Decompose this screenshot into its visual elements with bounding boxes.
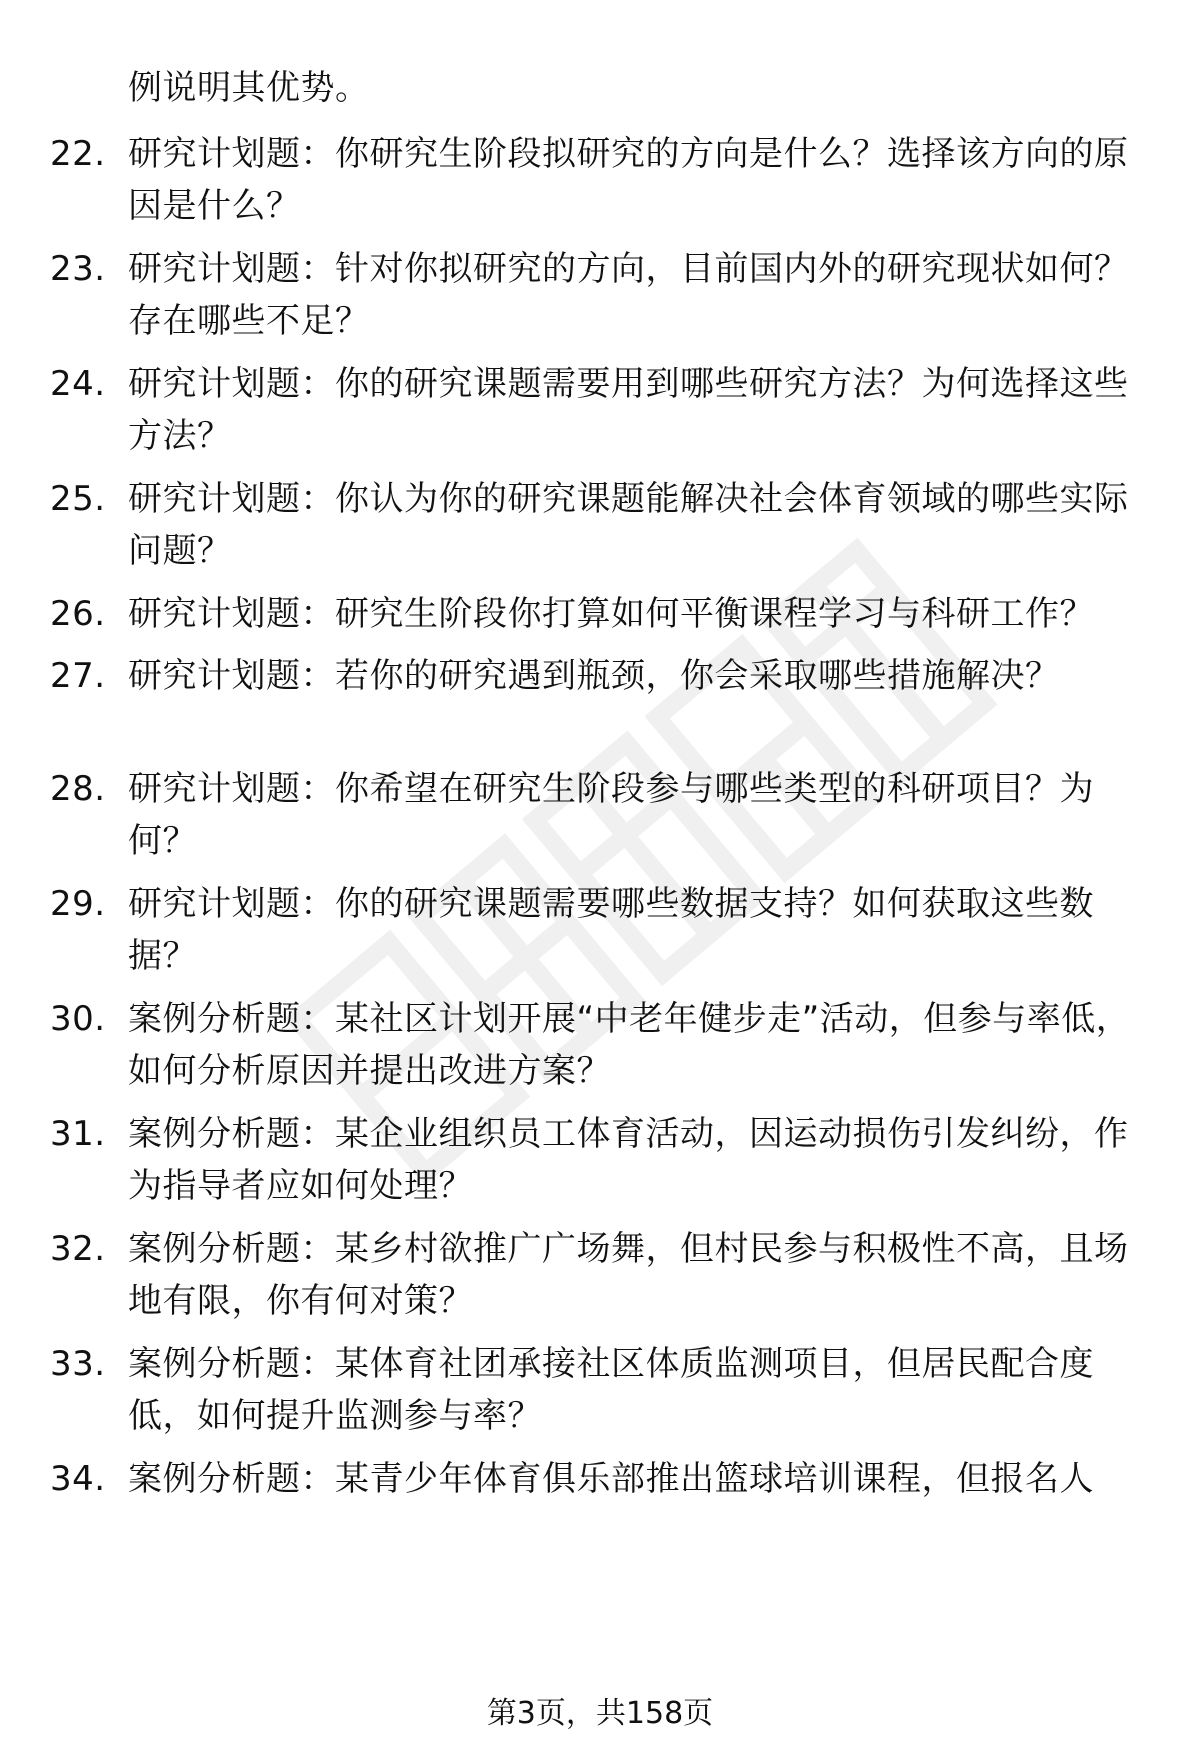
item-text: 案例分析题：某乡村欲推广广场舞，但村民参与积极性不高，且场地有限，你有何对策？ (128, 1229, 1129, 1321)
item-number: 33. (50, 1344, 106, 1384)
item-text: 研究计划题：若你的研究遇到瓶颈，你会采取哪些措施解决？ (128, 656, 1060, 696)
item-text: 案例分析题：某企业组织员工体育活动，因运动损伤引发纠纷，作为指导者应如何处理？ (128, 1114, 1129, 1206)
item-number: 25. (50, 479, 106, 519)
item-number: 30. (50, 999, 106, 1039)
item-text: 研究计划题：你研究生阶段拟研究的方向是什么？选择该方向的原因是什么？ (128, 134, 1129, 226)
continuation-text: 例说明其优势。 (128, 68, 370, 108)
item-text: 研究计划题：你希望在研究生阶段参与哪些类型的科研项目？为何？ (128, 769, 1094, 861)
item-text: 研究计划题：你的研究课题需要用到哪些研究方法？为何选择这些方法？ (128, 364, 1129, 456)
item-number: 34. (50, 1459, 106, 1499)
item-text: 研究计划题：针对你拟研究的方向，目前国内外的研究现状如何？存在哪些不足？ (128, 249, 1129, 341)
item-text: 研究计划题：你认为你的研究课题能解决社会体育领域的哪些实际问题？ (128, 479, 1129, 571)
item-number: 24. (50, 364, 106, 404)
item-text: 案例分析题：某体育社团承接社区体质监测项目，但居民配合度低，如何提升监测参与率？ (128, 1344, 1094, 1436)
item-number: 22. (50, 134, 106, 174)
item-number: 26. (50, 594, 106, 634)
item-number: 29. (50, 884, 106, 924)
item-number: 27. (50, 656, 106, 696)
item-number: 28. (50, 769, 106, 809)
item-number: 32. (50, 1229, 106, 1269)
item-text: 研究计划题：研究生阶段你打算如何平衡课程学习与科研工作？ (128, 594, 1094, 634)
item-text: 研究计划题：你的研究课题需要哪些数据支持？如何获取这些数据？ (128, 884, 1094, 976)
page-footer: 第3页，共158页 (486, 1696, 714, 1731)
item-number: 23. (50, 249, 106, 289)
item-number: 31. (50, 1114, 106, 1154)
item-text: 案例分析题：某社区计划开展“中老年健步走”活动，但参与率低，如何分析原因并提出改进方案？ (128, 999, 1131, 1091)
item-text: 案例分析题：某青少年体育俱乐部推出篮球培训课程，但报名人 (128, 1459, 1094, 1499)
